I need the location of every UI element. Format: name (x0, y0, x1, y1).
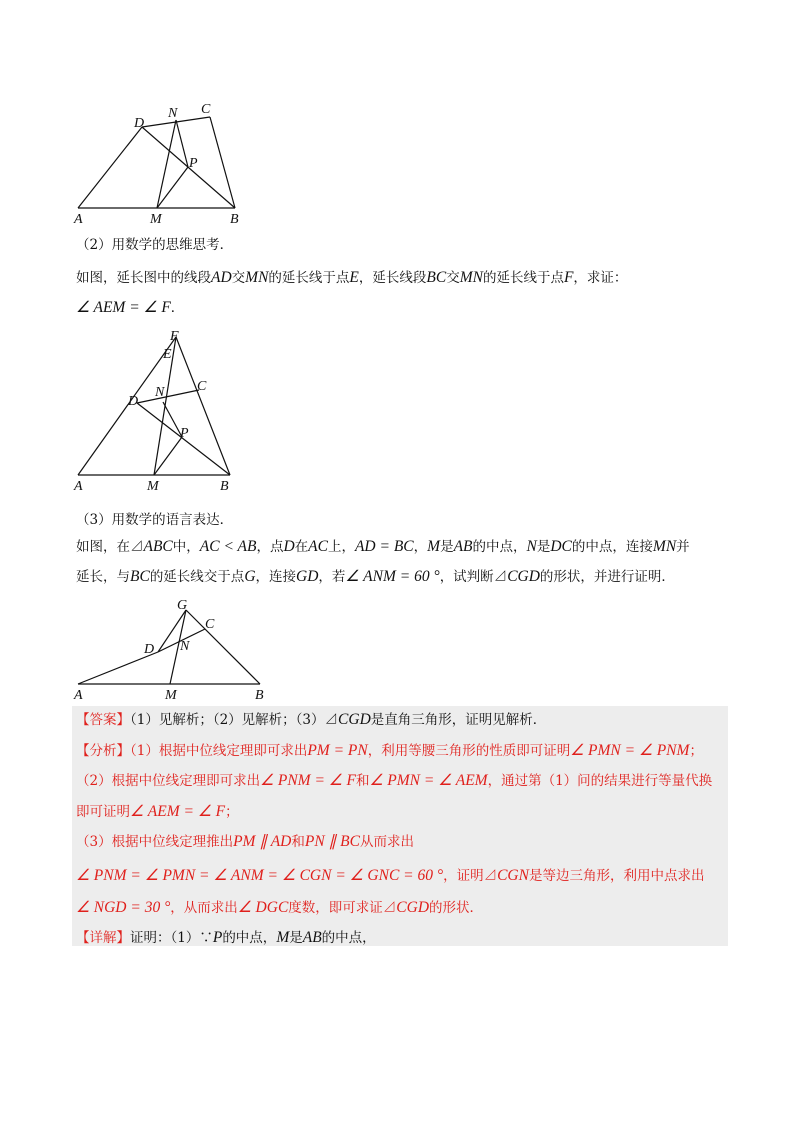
label-C: C (197, 379, 207, 394)
label-N: N (180, 639, 190, 654)
label-M: M (150, 212, 162, 225)
analysis-line6: ∠ NGD = 30 °，从而求出∠ DGC度数，即可求证⊿CGD的形状． (76, 899, 484, 916)
label-B: B (230, 212, 239, 225)
label-F: F (170, 329, 179, 344)
label-M: M (165, 688, 177, 703)
label-C: C (201, 102, 211, 117)
label-A: A (74, 688, 83, 703)
label-G: G (177, 598, 188, 613)
part2-problem-line1: 如图，延长图中的线段AD交MN的延长线于点E，延长线段BC交MN的延长线于点F，求证： (76, 269, 628, 286)
part2-heading: （2）用数学的思维思考． (76, 237, 234, 253)
label-N: N (168, 106, 178, 121)
part2-problem-line2: ∠ AEM = ∠ F． (76, 299, 185, 316)
analysis-line3: 即可证明∠ AEM = ∠ F； (76, 803, 239, 820)
analysis-line2: （2）根据中位线定理即可求出∠ PNM = ∠ F和∠ PMN = ∠ AEM，通过第（1）问的结果进行等量代换 (76, 772, 713, 789)
label-C: C (205, 617, 215, 632)
part3-heading: （3）用数学的语言表达． (76, 512, 234, 528)
analysis-tag: 【分析】 (76, 743, 130, 759)
label-A: A (74, 479, 83, 494)
part3-problem-line1: 如图，在⊿ABC中，AC < AB，点D在AC上，AD = BC，M是AB的中点，N是DC的中点，连接MN并 (76, 538, 690, 555)
label-P: P (180, 426, 189, 441)
answer-line: 【答案】（1）见解析；（2）见解析；（3）⊿CGD是直角三角形，证明见解析． (76, 711, 547, 728)
label-D: D (134, 116, 145, 131)
detail-line: 【详解】证明：（1）∵P的中点，M是AB的中点， (76, 929, 376, 946)
label-P: P (189, 156, 198, 171)
figure-1 (70, 100, 270, 225)
analysis-line5: ∠ PNM = ∠ PMN = ∠ ANM = ∠ CGN = ∠ GNC = 60 °，证明⊿CGN是等边三角形，利用中点求出 (76, 867, 705, 884)
analysis-line1: 【分析】（1）根据中位线定理即可求出PM = PN，利用等腰三角形的性质即可证明∠ PMN = ∠ PNM； (76, 742, 703, 759)
label-B: B (220, 479, 229, 494)
label-D: D (128, 394, 139, 409)
label-E: E (163, 347, 172, 362)
part3-problem-line2: 延长，与BC的延长线交于点G，连接GD，若∠ ANM = 60 °，试判断⊿CGD的形状，并进行证明． (76, 568, 675, 585)
label-M: M (147, 479, 159, 494)
answer-tag: 【答案】 (76, 712, 130, 728)
figure-3 (70, 595, 280, 705)
label-A: A (74, 212, 83, 225)
analysis-line4: （3）根据中位线定理推出PM ∥ AD和PN ∥ BC从而求出 (76, 833, 414, 850)
label-B: B (255, 688, 264, 703)
label-D: D (144, 642, 155, 657)
figure-2 (70, 325, 270, 495)
detail-tag: 【详解】 (76, 930, 130, 946)
label-N: N (155, 385, 165, 400)
